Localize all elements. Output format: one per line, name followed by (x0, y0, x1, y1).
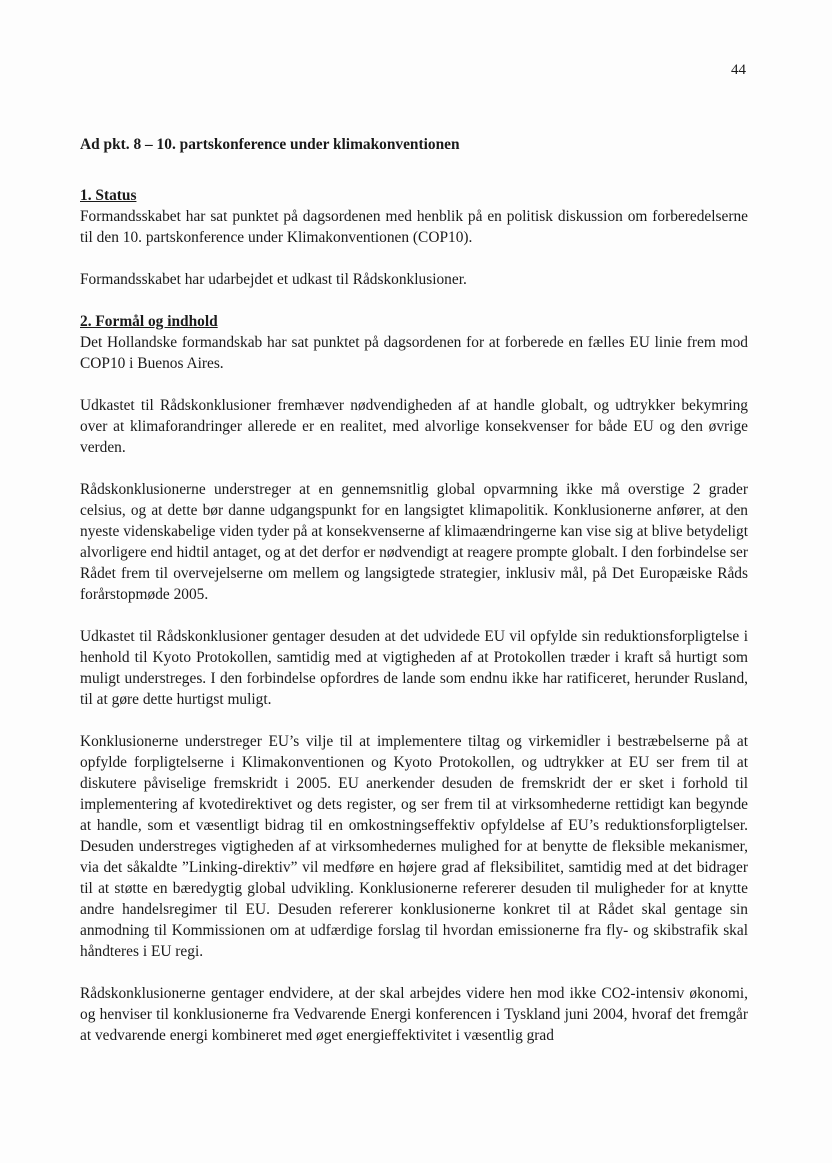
paragraph: Det Hollandske formandskab har sat punktet på dagsordenen for at forberede en fælles EU linie frem mod COP10 i Buenos Aires. (80, 334, 748, 372)
paragraph: Rådskonklusionerne gentager endvidere, at der skal arbejdes videre hen mod ikke CO2-intensiv økonomi, og henviser til konklusionerne fra Vedvarende Energi konferencen i Tyskland juni 2004, hvoraf det fremgår at vedvarende energi kombineret med øget energieffektivitet i væsentlig grad (80, 985, 748, 1044)
section-status (80, 185, 748, 290)
section-purpose-content (80, 311, 748, 1046)
paragraph: Udkastet til Rådskonklusioner gentager desuden at det udvidede EU vil opfylde sin reduktionsforpligtelse i henhold til Kyoto Protokollen, samtidig med at vigtigheden af at Protokollen træder i kraft så hurtigt som muligt understreges. I den forbindelse opfordres de lande som endnu ikke har ratificeret, herunder Rusland, til at gøre dette hurtigst muligt. (80, 628, 748, 708)
paragraph: Formandsskabet har sat punktet på dagsordenen med henblik på en politisk diskussion om forberedelserne til den 10. partskonference under Klimakonventionen (COP10). (80, 208, 748, 246)
paragraph: Udkastet til Rådskonklusioner fremhæver nødvendigheden af at handle globalt, og udtrykker bekymring over at klimaforandringer allerede er en realitet, med alvorlige konsekvenser for både EU og den øvrige verden. (80, 397, 748, 456)
paragraph: Konklusionerne understreger EU’s vilje til at implementere tiltag og virkemidler i bestræbelserne på at opfylde forpligtelserne i Klimakonventionen og Kyoto Protokollen, og udtrykker at EU ser frem til at diskutere påviselige fremskridt i 2005. EU anerkender desuden de fremskridt der er sket i forhold til implementering af kvotedirektivet og dets register, og ser frem til at virksomhederne rettidigt kan begynde at handle, som et væsentligt bidrag til en omkostningseffektiv opfyldelse af EU’s reduktionsforpligtelser. Desuden understreges vigtigheden af at virksomhedernes mulighed for at benytte de fleksible mekanismer, via det såkaldte ”Linking-direktiv” vil medføre en højere grad af fleksibilitet, samtidig med at det bidrager til at støtte en bæredygtig global udvikling. Konklusionerne refererer desuden til muligheder for at knytte andre handelsregimer til EU. Desuden refererer konklusionerne konkret til at Rådet skal gentage sin anmodning til Kommissionen om at udfærdige forslag til hvordan emissionerne fra fly- og skibstrafik skal håndteres i EU regi. (80, 733, 748, 960)
section-heading-status: 1. Status (80, 187, 137, 204)
document-title: Ad pkt. 8 – 10. partskonference under klimakonventionen (80, 136, 460, 153)
paragraph: Rådskonklusionerne understreger at en gennemsnitlig global opvarmning ikke må overstige 2 grader celsius, og at dette bør danne udgangspunkt for en langsigtet klimapolitik. Konklusionerne anfører, at den nyeste videnskabelige viden tyder på at konsekvenserne af klimaændringerne kan vise sig at blive betydeligt alvorligere end hidtil antaget, og at det derfor er nødvendigt at reagere prompte globalt. I den forbindelse ser Rådet frem til overvejelserne om mellem og langsigtede strategier, inklusiv mål, på Det Europæiske Råds forårstopmøde 2005. (80, 481, 748, 603)
section-heading-purpose: 2. Formål og indhold (80, 313, 218, 330)
document-body (80, 134, 748, 1067)
paragraph: Formandsskabet har udarbejdet et udkast til Rådskonklusioner. (80, 271, 467, 288)
page-number: 44 (731, 62, 746, 78)
